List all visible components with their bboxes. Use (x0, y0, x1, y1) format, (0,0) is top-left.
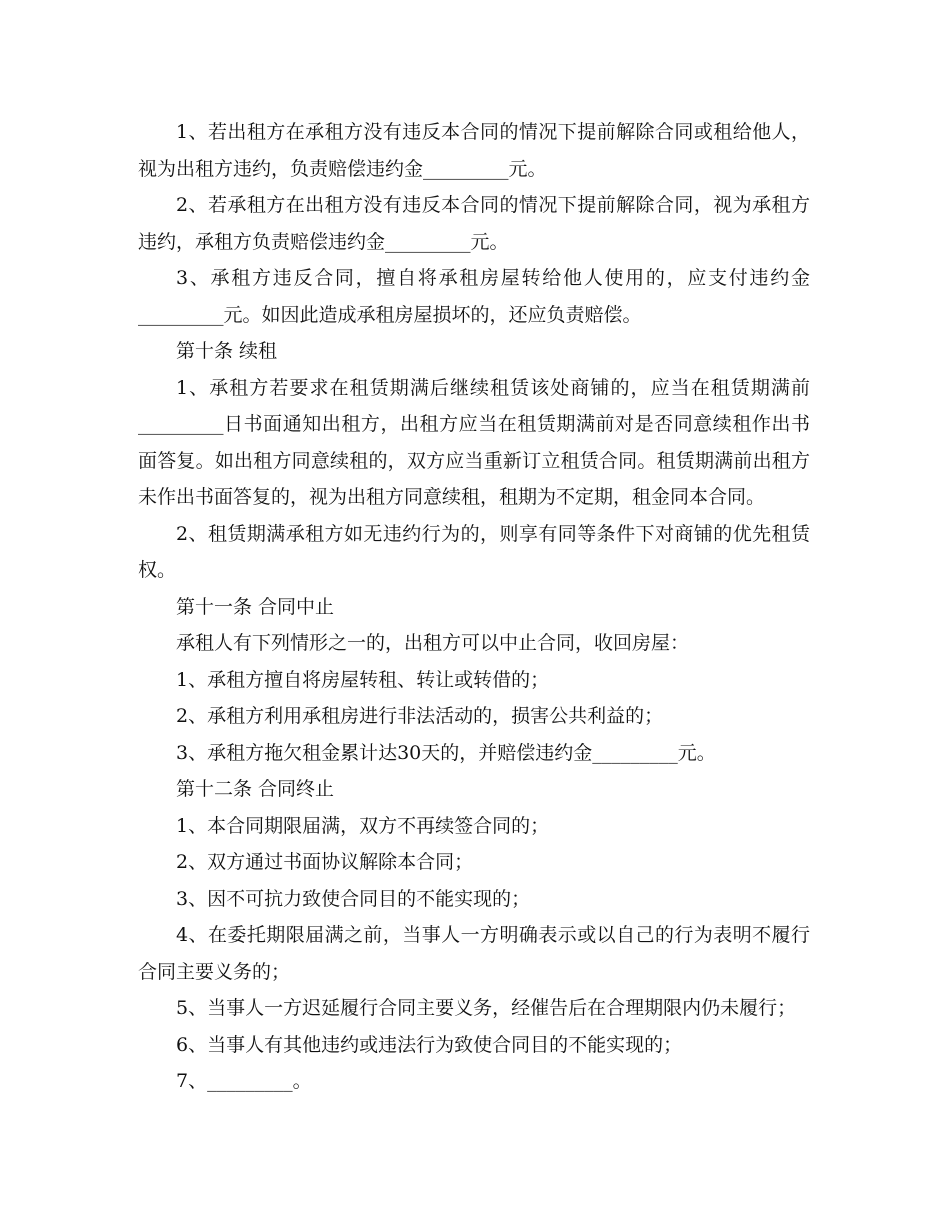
clause-12-heading: 第十二条 合同终止 (176, 778, 335, 800)
clause-11-item-2: 2、承租方利用承租房进行非法活动的，损害公共利益的； (176, 705, 664, 727)
clause-10-heading: 第十条 续租 (176, 340, 278, 362)
clause-12-item-6: 6、当事人有其他违约或违法行为致使合同目的不能实现的； (176, 1033, 683, 1056)
clause-12-item-1: 1、本合同期限届满，双方不再续签合同的； (176, 814, 550, 837)
clause-10-item-1: 1、承租方若要求在租赁期满后继续租赁该处商铺的，应当在租赁期满前_________日书面通知出租方，出租方应当在租赁期满前对是否同意续租作出书面答复。如出租方同意续租的，双方应当重新订立租赁合同。租赁期满前出租方未作出书面答复的，视为出租方同意续租，租期为不定期，租金同本合同。 (138, 376, 810, 508)
clause-11-item-3: 3、承租方拖欠租金累计达30天的，并赔偿违约金_________元。 (176, 741, 716, 764)
clause-9-item-1: 1、若出租方在承租方没有违反本合同的情况下提前解除合同或租给他人，视为出租方违约，负责赔偿违约金_________元。 (138, 121, 810, 180)
clause-11-intro: 承租人有下列情形之一的，出租方可以中止合同，收回房屋： (176, 632, 690, 654)
clause-9-item-3: 3、承租方违反合同，擅自将承租房屋转给他人使用的，应支付违约金_________元。如因此造成承租房屋损坏的，还应负责赔偿。 (138, 267, 810, 326)
clause-10-item-2: 2、租赁期满承租方如无违约行为的，则享有同等条件下对商铺的优先租赁权。 (138, 522, 810, 581)
clause-11-item-1: 1、承租方擅自将房屋转租、转让或转借的； (176, 668, 550, 691)
clause-12-item-2: 2、双方通过书面协议解除本合同； (176, 851, 474, 873)
clause-12-item-4: 4、在委托期限届满之前，当事人一方明确表示或以自己的行为表明不履行合同主要义务的； (138, 924, 810, 983)
clause-11-heading: 第十一条 合同中止 (176, 595, 335, 618)
clause-12-item-3: 3、因不可抗力致使合同目的不能实现的； (176, 887, 531, 910)
clause-12-item-7: 7、_________。 (176, 1070, 312, 1092)
clause-12-item-5: 5、当事人一方迟延履行合同主要义务，经催告后在合理期限内仍未履行； (176, 997, 797, 1019)
clause-9-item-2: 2、若承租方在出租方没有违反本合同的情况下提前解除合同，视为承租方违约，承租方负责赔偿违约金_________元。 (138, 194, 810, 253)
document-body (138, 114, 810, 1100)
